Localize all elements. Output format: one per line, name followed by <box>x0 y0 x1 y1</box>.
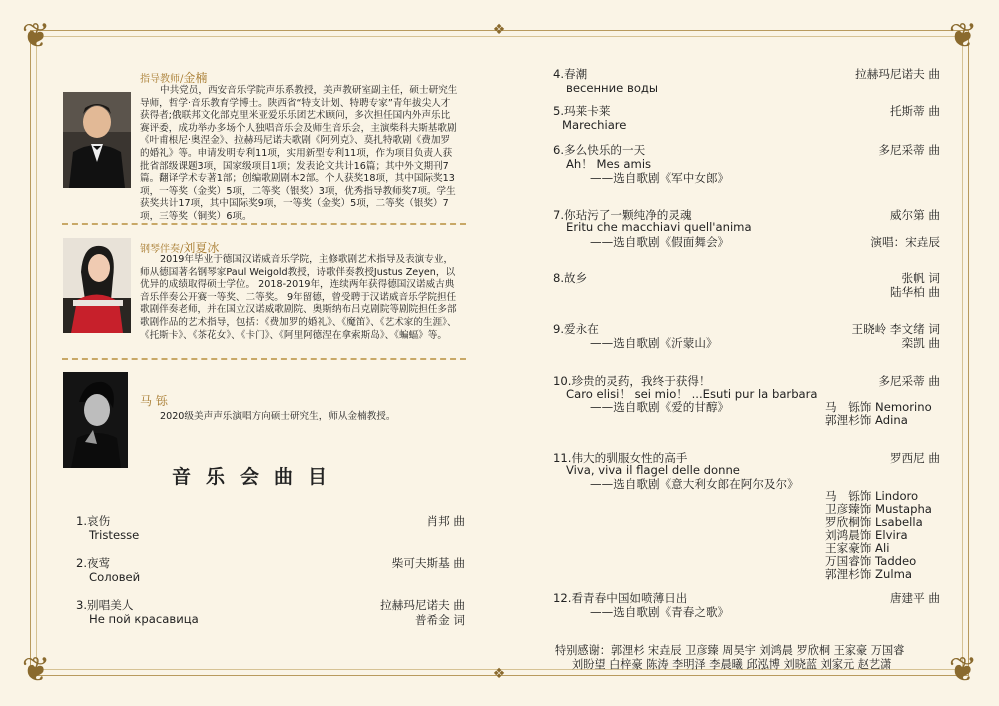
cast-line: 郭浬杉饰 Adina <box>825 413 908 427</box>
program-item-composer: 拉赫玛尼诺夫 曲 <box>855 67 940 81</box>
cast-line: 罗欣桐饰 Lsabella <box>825 515 923 529</box>
bio-role: 指导教师/ <box>140 74 184 85</box>
program-item-opera: ——选自歌剧《意大利女郎在阿尔及尔》 <box>590 477 799 491</box>
program-item-performer: 演唱：宋垚辰 <box>870 235 940 249</box>
program-item-subtitle: Ah！ Mes amis <box>566 157 652 171</box>
program-item-subtitle: Caro elisi！ sei mio！ ...Esuti pur la barbara <box>566 387 818 401</box>
bio-name: 刘夏冰 <box>183 241 220 255</box>
program-item-opera: ——选自歌剧《假面舞会》 <box>590 235 730 249</box>
thanks-line: 特别感谢：郭浬杉 宋垚辰 卫彦臻 周昊宇 刘鸿晨 罗欣桐 王家豪 万国睿 <box>555 644 905 657</box>
program-item-title: 3.别唱美人 <box>76 598 134 612</box>
corner-ornament-icon: ❦ <box>21 16 51 56</box>
corner-ornament-icon: ❦ <box>948 650 978 690</box>
program-item-subtitle: весенние воды <box>566 81 659 95</box>
program-item-title: 10.珍贵的灵药，我终于获得！ <box>553 374 711 388</box>
program-item-title: 5.玛莱卡莱 <box>553 104 611 118</box>
program-item-opera: ——选自歌剧《沂蒙山》 <box>590 336 718 350</box>
divider-ornament-icon: ❖ <box>492 666 506 682</box>
program-item-subtitle: Tristesse <box>89 528 140 542</box>
bio-text: 2019年毕业于德国汉诺威音乐学院，主修歌剧艺术指导及表演专业，师从德国著名钢琴家Paul Weigold教授，诗歌伴奏教授Justus Zeyen，以优异的成绩取得硕士学位。 2018-2019年，连续两年获得德国汉诺威古典音乐伴奏公开赛一等奖、二等奖。 9年留德，曾受聘于汉诺威音乐学院担任歌剧伴奏老师，并在国立汉诺威歌剧院、奥斯纳布吕克剧院等剧院担任多部歌剧作品的艺术指导，包括：《费加罗的婚礼》、《魔笛》、《艺术家的生涯》、《托斯卡》、《茶花女》、《卡门》、《阿里阿德涅在拿索斯岛》、《蝙蝠》等。 <box>140 254 457 341</box>
program-item-title: 7.你玷污了一颗纯净的灵魂 <box>553 208 692 222</box>
cast-line: 万国睿饰 Taddeo <box>825 554 917 568</box>
program-item-composer: 柴可夫斯基 曲 <box>391 556 465 570</box>
bio-name: 金楠 <box>183 71 208 85</box>
thanks-line: 刘盼望 白梓豪 陈涛 李明泽 李晨曦 邱泓博 刘晓蓝 刘家元 赵艺潇 <box>572 658 892 671</box>
program-item-opera: ——选自歌剧《军中女郎》 <box>590 171 730 185</box>
program-item-subtitle: Не пой красавица <box>89 612 199 626</box>
cast-line: 卫彦臻饰 Mustapha <box>825 502 932 516</box>
program-item-composer: 肖邦 曲 <box>426 514 465 528</box>
bio-role: 钢琴伴奏/ <box>140 244 184 255</box>
bio-name: 马 铄 <box>140 394 168 408</box>
program-item-subtitle: Eritu che macchiavi quell'anima <box>566 220 752 234</box>
bio-text: 2020级美声声乐演唱方向硕士研究生，师从金楠教授。 <box>160 411 396 422</box>
program-title: 音乐会曲目 <box>172 466 343 488</box>
cast-line: 马 铄饰 Nemorino <box>825 400 932 414</box>
program-item-title: 1.哀伤 <box>76 514 111 528</box>
corner-ornament-icon: ❦ <box>948 16 978 56</box>
bio-text: 中共党员，西安音乐学院声乐系教授，美声教研室副主任，硕士研究生导师，哲学·音乐教育学博士。陕西省“特支计划、特聘专家”青年拔尖人才获得者;俄联邦文化部克里米亚爱乐乐团艺术顾问，多次担任国内外声乐比赛评委，成功举办多场个人独唱音乐会及师生音乐会，主演柴科夫斯基歌剧《叶甫根尼·奥涅金》、拉赫玛尼诺夫歌剧《阿列克》、莫扎特歌剧《费加罗的婚礼》等。申请发明专利11项，实用新型专利11项，作为项目负责人获批省部级课题3项，国家级项目1项；发表论文共计16篇；其中外文期刊7篇。翻译学术专著1部；创编歌剧剧本2部。个人获奖18项，其中国际奖13项，一等奖（金奖）5项，二等奖（银奖）3项，优秀指导教师奖7项。学生获奖共计17项，其中国际奖9项，一等奖（金奖）5项，二等奖（银奖）7项，三等奖（铜奖）6项。 <box>140 85 458 222</box>
program-item-opera: ——选自歌剧《青春之歌》 <box>590 605 730 619</box>
program-item-composer: 多尼采蒂 曲 <box>878 374 940 388</box>
program-item-lyricist: 普希金 词 <box>414 613 465 627</box>
program-item-composer: 多尼采蒂 曲 <box>878 143 940 157</box>
cast-line: 王家豪饰 Ali <box>825 541 890 555</box>
cast-line: 刘鸿晨饰 Elvira <box>825 528 908 542</box>
program-item-subtitle: Соловей <box>89 570 141 584</box>
program-item-title: 6.多么快乐的一天 <box>553 143 646 157</box>
program-item-composer: 陆华柏 曲 <box>889 285 940 299</box>
program-item-title: 2.夜莺 <box>76 556 111 570</box>
corner-ornament-icon: ❦ <box>21 650 51 690</box>
program-item-composer: 托斯蒂 曲 <box>889 104 940 118</box>
program-item-title: 11.伟大的驯服女性的高手 <box>553 451 688 465</box>
program-item-composer: 罗西尼 曲 <box>889 451 940 465</box>
program-item-subtitle: Marechiare <box>562 118 627 132</box>
program-item-title: 4.春潮 <box>553 67 588 81</box>
program-item-title: 8.故乡 <box>553 271 588 285</box>
cast-line: 郭浬杉饰 Zulma <box>825 567 912 581</box>
program-item-composer: 栾凯 曲 <box>901 336 940 350</box>
cast-line: 马 铄饰 Lindoro <box>825 489 919 503</box>
program-item-subtitle: Viva, viva il flagel delle donne <box>566 463 740 477</box>
program-item-title: 12.看青春中国如喷薄日出 <box>553 591 688 605</box>
program-item-title: 9.爱永在 <box>553 322 599 336</box>
divider-ornament-icon: ❖ <box>492 22 506 38</box>
program-item-opera: ——选自歌剧《爱的甘醇》 <box>590 400 730 414</box>
program-item-composer: 威尔第 曲 <box>889 208 940 222</box>
program-item-composer: 唐建平 曲 <box>889 591 940 605</box>
program-item-lyricist: 张帆 词 <box>901 271 940 285</box>
program-item-lyricist: 王晓岭 李文绪 词 <box>851 322 940 336</box>
program-item-composer: 拉赫玛尼诺夫 曲 <box>380 598 465 612</box>
